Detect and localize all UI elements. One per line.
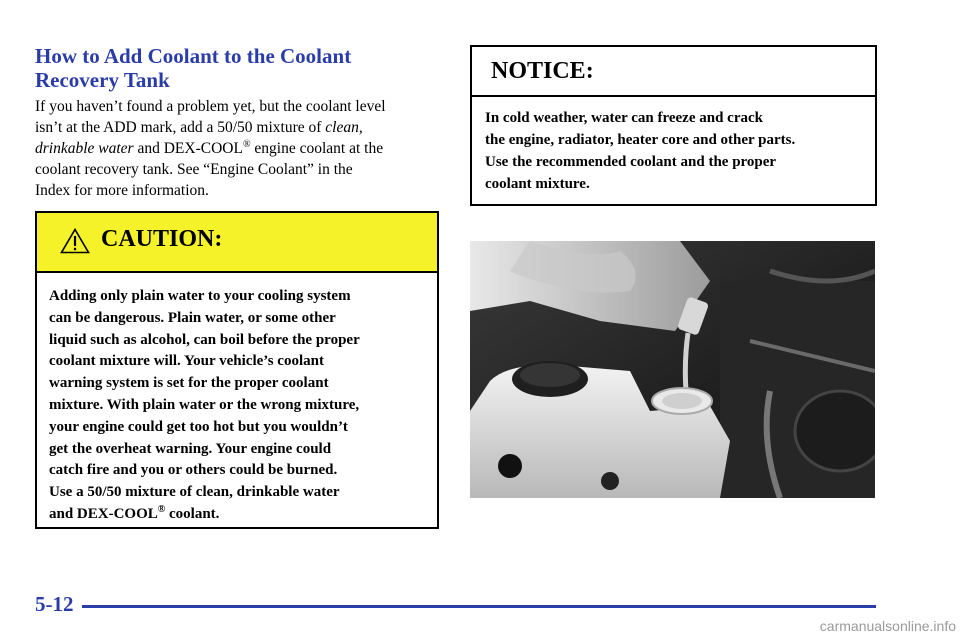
notice-header — [472, 47, 875, 97]
notice-box — [470, 45, 877, 206]
intro-emphasis-clean: clean, — [325, 119, 363, 136]
caution-line: catch fire and you or others could be burned. — [49, 462, 338, 479]
caution-line-last — [49, 504, 425, 526]
intro-line-3b: and DEX-COOL — [133, 140, 243, 157]
notice-line: coolant mixture. — [485, 176, 590, 192]
caution-header — [37, 213, 437, 273]
section-heading-line-2: Recovery Tank — [35, 68, 170, 92]
notice-line: the engine, radiator, heater core and other parts. — [485, 132, 796, 148]
photo-illustration — [470, 241, 875, 498]
coolant-pouring-photo — [470, 241, 875, 498]
intro-line-3c: engine coolant at the — [250, 140, 384, 157]
page-number: 5-12 — [35, 592, 74, 616]
caution-line: get the overheat warning. Your engine could — [49, 440, 332, 457]
intro-line-1: If you haven’t found a problem yet, but the coolant level — [35, 98, 386, 115]
caution-last-b: coolant. — [165, 505, 220, 522]
caution-title: CAUTION: — [101, 226, 223, 252]
warning-triangle-icon — [60, 228, 90, 254]
intro-line-2a: isn’t at the ADD mark, add a 50/50 mixture of — [35, 119, 326, 136]
footer-rule — [82, 605, 876, 608]
notice-line: Use the recommended coolant and the proper — [485, 154, 777, 170]
caution-text — [37, 273, 437, 526]
notice-text — [472, 97, 875, 195]
caution-line: can be dangerous. Plain water, or some other — [49, 309, 336, 326]
caution-line: liquid such as alcohol, can boil before the proper — [49, 331, 360, 348]
caution-line: mixture. With plain water or the wrong mixture, — [49, 396, 360, 413]
caution-line: warning system is set for the proper coolant — [49, 375, 329, 392]
caution-line: Use a 50/50 mixture of clean, drinkable water — [49, 484, 340, 501]
section-heading — [35, 44, 435, 92]
caution-line: coolant mixture will. Your vehicle’s coolant — [49, 353, 324, 370]
caution-last-a: and DEX-COOL — [49, 505, 158, 522]
notice-line: In cold weather, water can freeze and crack — [485, 110, 763, 126]
caution-line: your engine could get too hot but you wouldn’t — [49, 418, 348, 435]
watermark: carmanualsonline.info — [819, 618, 956, 634]
intro-paragraph — [35, 96, 445, 201]
intro-line-4: coolant recovery tank. See “Engine Coolant” in the — [35, 161, 353, 178]
section-heading-line-1: How to Add Coolant to the Coolant — [35, 44, 352, 68]
notice-title: NOTICE: — [491, 58, 594, 84]
caution-line: Adding only plain water to your cooling system — [49, 288, 351, 304]
registered-mark: ® — [157, 503, 166, 515]
caution-box — [35, 211, 439, 529]
intro-emphasis-drinkable-water: drinkable water — [35, 140, 134, 157]
intro-line-5: Index for more information. — [35, 182, 209, 199]
registered-mark: ® — [242, 139, 251, 150]
